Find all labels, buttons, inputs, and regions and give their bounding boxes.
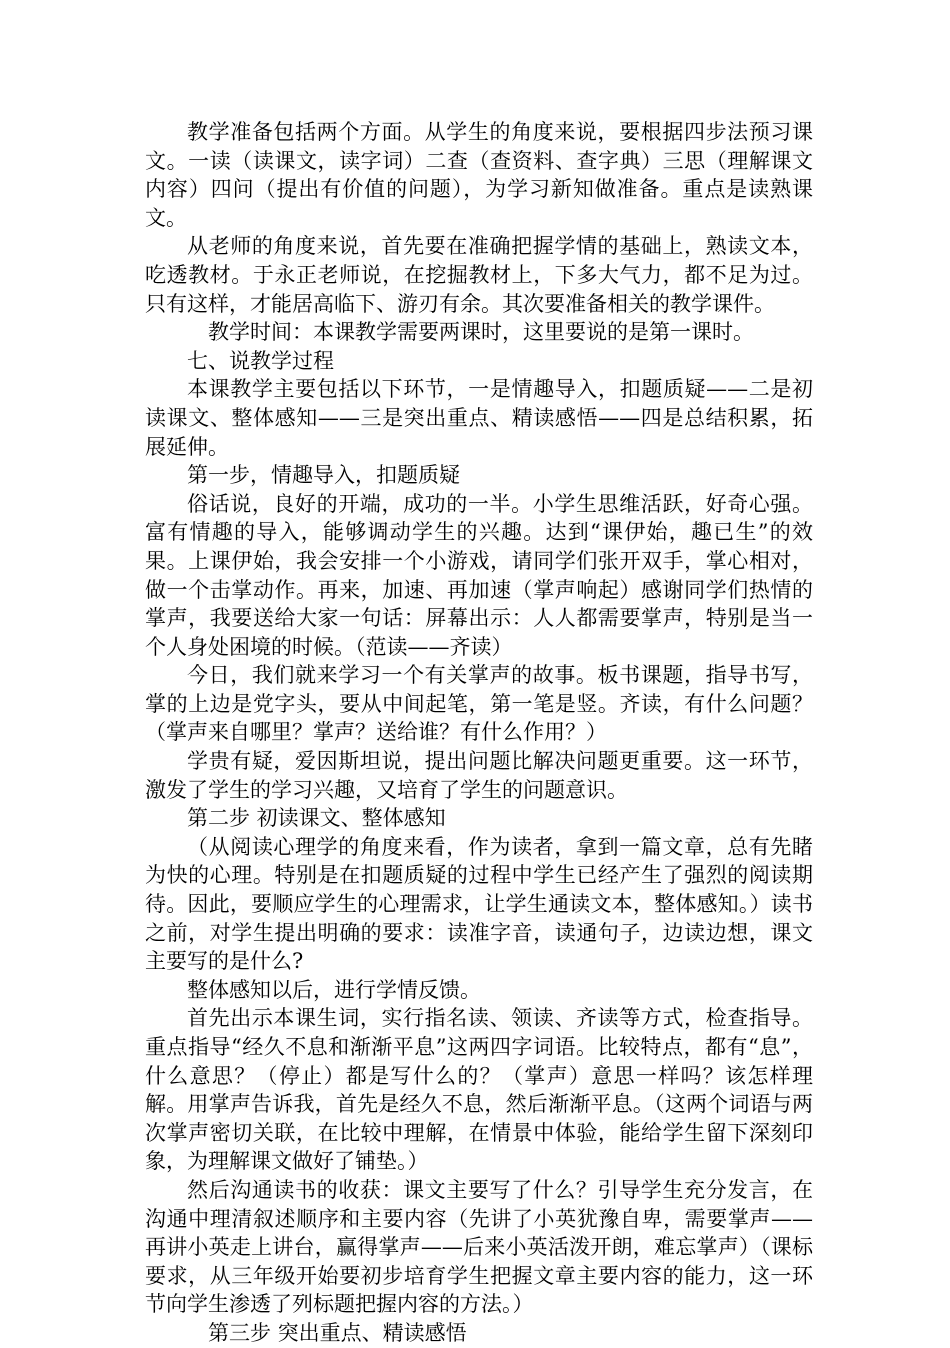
step-heading-2: 第二步 初读课文、整体感知 <box>187 806 446 831</box>
paragraph-step1-title: 今日，我们就来学习一个有关掌声的故事。板书课题，指导书写，掌的上边是党字头，要从中间起笔，第一笔是竖。齐读，有什么问题？（掌声来自哪里？掌声？送给谁？有什么作用？） <box>145 663 813 745</box>
paragraph-step1-intro: 俗话说，良好的开端，成功的一半。小学生思维活跃，好奇心强。富有情趣的导入，能够调动学生的兴趣。达到“课伊始，趣已生”的效果。上课伊始，我会安排一个小游戏，请同学们张开双手，掌心相对，做一个击掌动作。再来，加速、再加速（掌声响起）感谢同学们热情的掌声，我要送给大家一句话：屏幕出示：人人都需要掌声，特别是当一个人身处困境的时候。（范读——齐读） <box>145 491 813 659</box>
step-heading-1: 第一步，情趣导入，扣题质疑 <box>187 463 460 488</box>
paragraph-step2-share: 然后沟通读书的收获：课文主要写了什么？引导学生充分发言，在沟通中理清叙述顺序和主要内容（先讲了小英犹豫自卑，需要掌声——再讲小英走上讲台，赢得掌声——后来小英活泼开朗，难忘掌声）（课标要求，从三年级开始要初步培育学生把握文章主要内容的能力，这一环节向学生渗透了列标题把握内容的方法。） <box>145 1177 813 1317</box>
paragraph-teacher-prep: 从老师的角度来说，首先要在准确把握学情的基础上，熟读文本，吃透教材。于永正老师说，在挖掘教材上，下多大气力，都不足为过。只有这样，才能居高临下、游刃有余。其次要准备相关的教学课件。 <box>145 234 813 316</box>
paragraph-step2-vocab: 首先出示本课生词，实行指名读、领读、齐读等方式，检查指导。重点指导“经久不息和渐渐平息”这两四字词语。比较特点，都有“息”，什么意思？（停止）都是写什么的？（掌声）意思一样吗？该怎样理解。用掌声告诉我，首先是经久不息，然后渐渐平息。（这两个词语与两次掌声密切关联，在比较中理解，在情景中体验，能给学生留下深刻印象，为理解课文做好了铺垫。） <box>145 1006 813 1174</box>
paragraph-step2-feedback: 整体感知以后，进行学情反馈。 <box>187 977 481 1002</box>
paragraph-step1-summary: 学贵有疑，爱因斯坦说，提出问题比解决问题更重要。这一环节，激发了学生的学习兴趣，又培育了学生的问题意识。 <box>145 749 813 802</box>
paragraph-teaching-prep: 教学准备包括两个方面。从学生的角度来说，要根据四步法预习课文。一读（读课文，读字词）二查（查资料、查字典）三思（理解课文内容）四问（提出有价值的问题），为学习新知做准备。重点是读熟课文。 <box>145 120 813 230</box>
step-heading-3: 第三步 突出重点、精读感悟 <box>208 1320 467 1345</box>
paragraph-process-overview: 本课教学主要包括以下环节，一是情趣导入，扣题质疑——二是初读课文、整体感知——三是突出重点、精读感悟——四是总结积累，拓展延伸。 <box>145 377 813 459</box>
paragraph-teaching-time: 教学时间：本课教学需要两课时，这里要说的是第一课时。 <box>208 320 754 345</box>
document-page <box>145 118 813 1348</box>
section-heading-process: 七、说教学过程 <box>187 348 334 373</box>
paragraph-step2-reading: （从阅读心理学的角度来看，作为读者，拿到一篇文章，总有先睹为快的心理。特别是在扣题质疑的过程中学生已经产生了强烈的阅读期待。因此，要顺应学生的心理需求，让学生通读文本，整体感知。）读书之前，对学生提出明确的要求：读准字音，读通句子，边读边想，课文主要写的是什么? <box>145 834 813 974</box>
